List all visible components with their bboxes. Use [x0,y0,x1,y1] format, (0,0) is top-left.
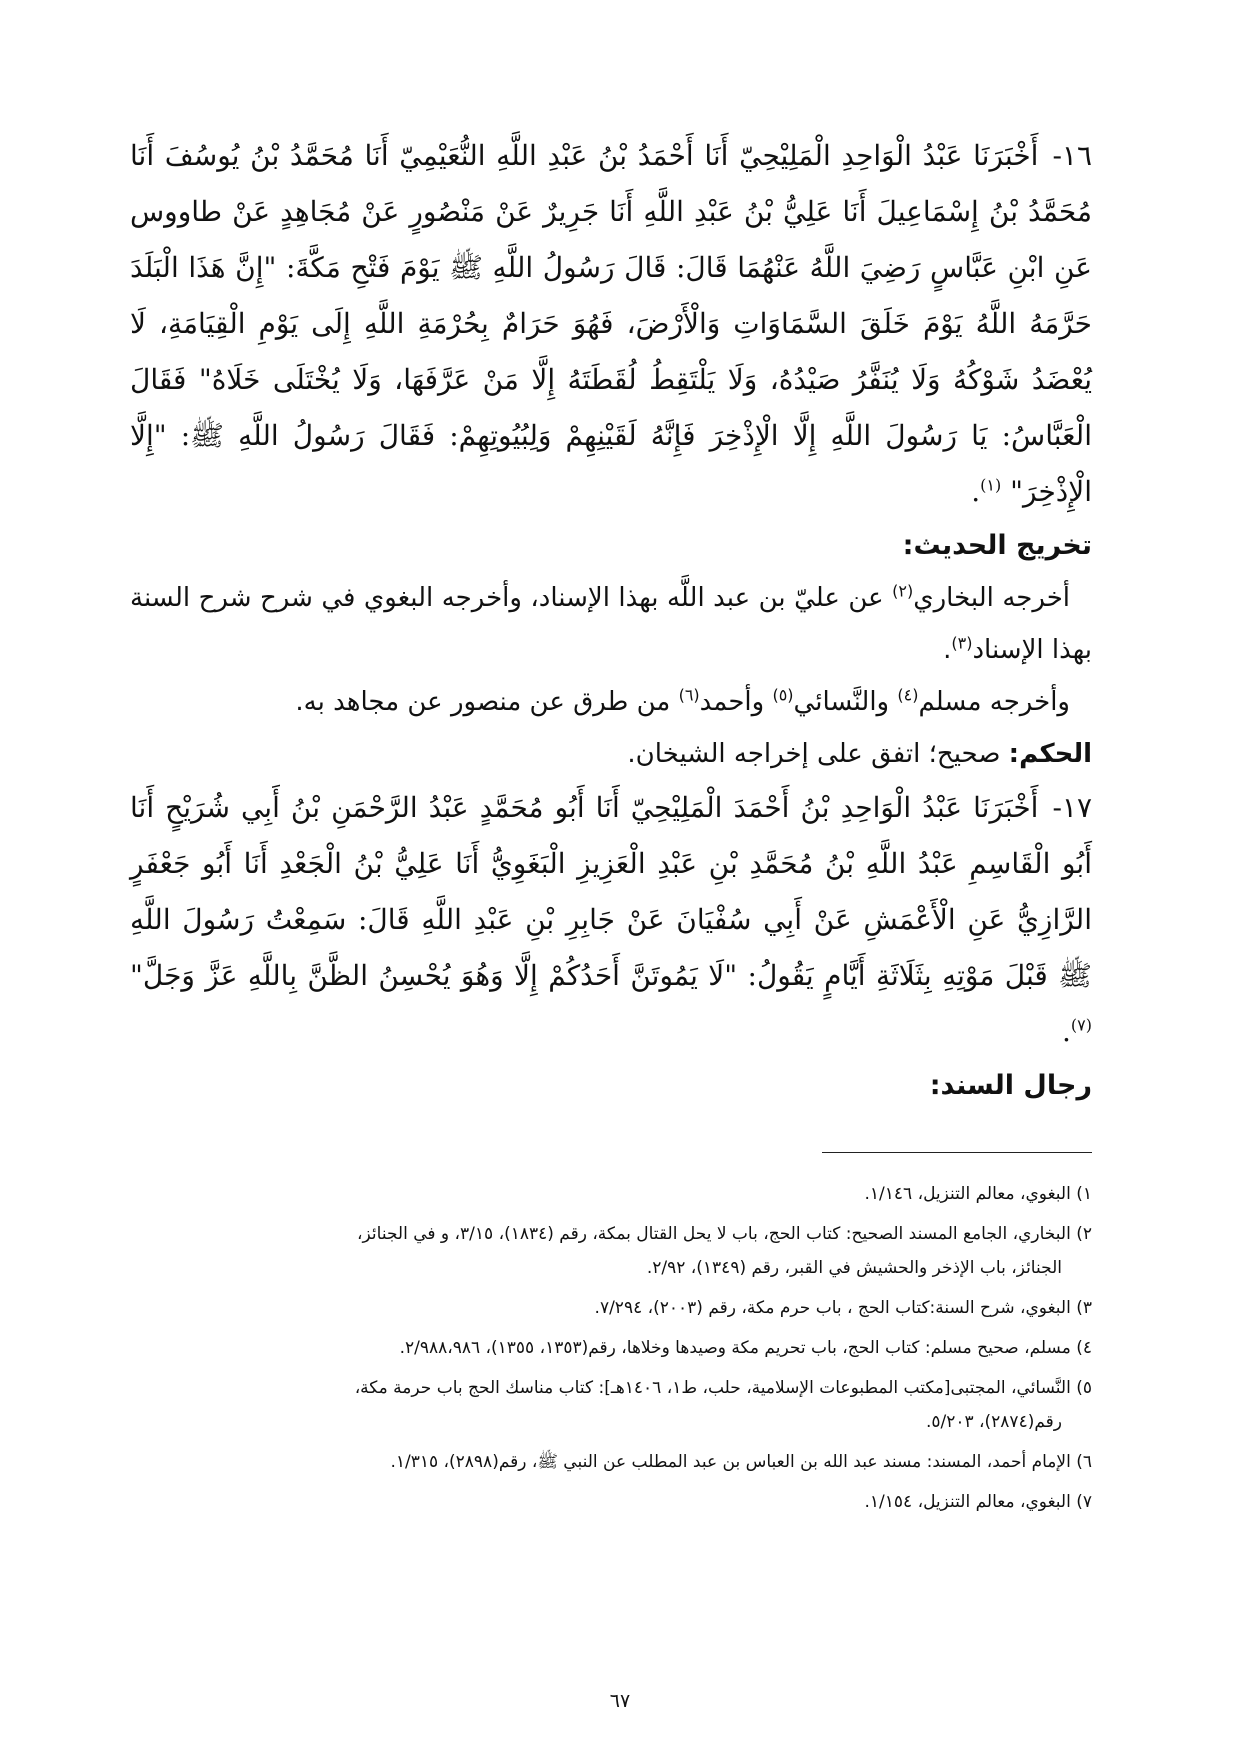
takhrij-text: . [943,635,952,665]
ruling-paragraph [130,728,1092,780]
footnote-text: البخاري، الجامع المسند الصحيح: كتاب الحج، باب لا يحل القتال بمكة، رقم (١٨٣٤)، ٣/١٥، و في الجنائز، [357,1224,1071,1244]
footnote-text: الإمام أحمد، المسند: مسند عبد الله بن العباس بن عبد المطلب عن النبي ﷺ، رقم(٢٨٩٨)، ١/٣١٥. [390,1452,1071,1472]
footnote-separator [822,1152,1092,1153]
takhrij-text: وأخرجه مسلم [918,687,1070,717]
footnote-ref[interactable]: (٣) [951,633,973,653]
footnote-ref[interactable]: (٦) [678,685,700,705]
footnote-ref[interactable]: (٥) [772,685,794,705]
footnote-number: ٦) [1076,1452,1092,1472]
footnote-2 [130,1217,1092,1285]
footnote-ref[interactable]: (٤) [897,685,919,705]
footnote-3 [130,1291,1092,1325]
footnote-text-continued: الجنائز، باب الإذخر والحشيش في القبر، رقم (١٣٤٩)، ٢/٩٢. [646,1258,1062,1278]
ruling-label: الحكم: [1008,739,1092,769]
ruling-text: صحيح؛ اتفق على إخراجه الشيخان. [627,739,1009,769]
main-text [130,128,1110,1112]
hadith-number: ١٦- [1052,139,1092,172]
footnote-ref[interactable]: (٧) [1070,1015,1092,1035]
footnote-number: ٢) [1076,1224,1092,1244]
footnote-text: البغوي، معالم التنزيل، ١/١٤٦. [864,1184,1071,1204]
footnote-5 [130,1371,1092,1439]
takhrij-text: أخرجه البخاري [913,583,1070,613]
page-content [130,128,1110,1525]
hadith-number: ١٧- [1052,791,1092,824]
hadith-text: أَخْبَرَنَا عَبْدُ الْوَاحِدِ الْمَلِيْحِيّ أَنَا أَحْمَدُ بْنُ عَبْدِ اللَّهِ النُّعَيْمِيّ أَنَا مُحَمَّدُ بْنُ يُوسُفَ أَنَا مُحَمَّدُ بْنُ إِسْمَاعِيلَ أَنَا عَلِيُّ بْنُ عَبْدِ اللَّهِ أَنَا جَرِيرٌ عَنْ مَنْصُورٍ عَنْ مُجَاهِدٍ عَنْ طاووس عَنِ ابْنِ عَبَّاسٍ رَضِيَ اللَّهُ عَنْهُمَا قَالَ: قَالَ رَسُولُ اللَّهِ ﷺ يَوْمَ فَتْحِ مَكَّةَ: "إِنَّ هَذَا الْبَلَدَ حَرَّمَهُ اللَّهُ يَوْمَ خَلَقَ السَّمَاوَاتِ وَالْأَرْضَ، فَهُوَ حَرَامٌ بِحُرْمَةِ اللَّهِ إِلَى يَوْمِ الْقِيَامَةِ، لَا يُعْضَدُ شَوْكُهُ وَلَا يُنَفَّرُ صَيْدُهُ، وَلَا يَلْتَقِطُ لُقَطَتَهُ إِلَّا مَنْ عَرَّفَهَا، وَلَا يُخْتَلَى خَلَاهُ" فَقَالَ الْعَبَّاسُ: يَا رَسُولَ اللَّهِ إِلَّا الْإِذْخِرَ فَإِنَّهُ لَقَيْنِهِمْ وَلِبُيُوتِهِمْ: فَقَالَ رَسُولُ اللَّهِ ﷺ: "إِلَّا الْإِذْخِرَ" [130,139,1092,508]
rijal-heading: رجال السند: [929,1070,1092,1101]
footnote-text: البغوي، معالم التنزيل، ١/١٥٤. [864,1492,1071,1512]
page-number: ٦٧ [609,1690,631,1712]
footnote-text: النَّسائي، المجتبى[مكتب المطبوعات الإسلامية، حلب، ط١، ١٤٠٦هـ]: كتاب مناسك الحج باب حرمة مكة، [354,1378,1071,1398]
footnote-ref[interactable]: (١) [980,475,1002,495]
footnote-4 [130,1331,1092,1365]
takhrij-text: من طرق عن منصور عن مجاهد به. [295,687,679,717]
footnote-number: ٤) [1076,1338,1092,1358]
hadith-16: ١٦-أَخْبَرَنَا عَبْدُ الْوَاحِدِ الْمَلِيْحِيّ أَنَا أَحْمَدُ بْنُ عَبْدِ اللَّهِ النُّعَيْمِيّ أَنَا مُحَمَّدُ بْنُ يُوسُفَ أَنَا مُحَمَّدُ بْنُ إِسْمَاعِيلَ أَنَا عَلِيُّ بْنُ عَبْدِ اللَّهِ أَنَا جَرِيرٌ عَنْ مَنْصُورٍ عَنْ مُجَاهِدٍ عَنْ طاووس عَنِ ابْنِ عَبَّاسٍ رَضِيَ اللَّهُ عَنْهُمَا قَالَ: قَالَ رَسُولُ اللَّهِ ﷺ يَوْمَ فَتْحِ مَكَّةَ: "إِنَّ هَذَا الْبَلَدَ حَرَّمَهُ اللَّهُ يَوْمَ خَلَقَ السَّمَاوَاتِ وَالْأَرْضَ، فَهُوَ حَرَامٌ بِحُرْمَةِ اللَّهِ إِلَى يَوْمِ الْقِيَامَةِ، لَا يُعْضَدُ شَوْكُهُ وَلَا يُنَفَّرُ صَيْدُهُ، وَلَا يَلْتَقِطُ لُقَطَتَهُ إِلَّا مَنْ عَرَّفَهَا، وَلَا يُخْتَلَى خَلَاهُ" فَقَالَ الْعَبَّاسُ: يَا رَسُولَ اللَّهِ إِلَّا الْإِذْخِرَ فَإِنَّهُ لَقَيْنِهِمْ وَلِبُيُوتِهِمْ: فَقَالَ رَسُولُ اللَّهِ ﷺ: "إِلَّا الْإِذْخِرَ" $^{(١)}$. [130,139,1092,508]
footnote-ref[interactable]: (٢) [892,581,914,601]
footnote-text: البغوي، شرح السنة:كتاب الحج ، باب حرم مكة، رقم (٢٠٠٣)، ٧/٢٩٤. [594,1298,1071,1318]
footnote-number: ١) [1076,1184,1092,1204]
footnote-number: ٣) [1076,1298,1092,1318]
footnote-6 [130,1445,1092,1479]
footnotes [130,1177,1110,1519]
footnote-number: ٧) [1076,1492,1092,1512]
takhrij-heading: تخريج الحديث: [902,530,1092,561]
footnote-text-continued: رقم(٢٨٧٤)، ٥/٢٠٣. [925,1412,1062,1432]
takhrij-text: عن عليّ بن عبد اللَّه بهذا الإسناد، وأخرجه البغوي في شرح شرح السنة بهذا الإسناد [130,583,1092,665]
takhrij-text: والنَّسائي [793,687,898,717]
takhrij-paragraph-2 [130,676,1092,728]
footnote-7 [130,1485,1092,1519]
takhrij-text: وأحمد [699,687,773,717]
footnote-number: ٥) [1076,1378,1092,1398]
footnote-text: مسلم، صحيح مسلم: كتاب الحج، باب تحريم مكة وصيدها وخلاها، رقم(١٣٥٣، ١٣٥٥)، ٢/٩٨٨،٩٨٦. [399,1338,1071,1358]
hadith-17: ١٧-أَخْبَرَنَا عَبْدُ الْوَاحِدِ بْنُ أَحْمَدَ الْمَلِيْحِيّ أَنَا أَبُو مُحَمَّدٍ عَبْدُ الرَّحْمَنِ بْنُ أَبِي شُرَيْحٍ أَنَا أَبُو الْقَاسِمِ عَبْدُ اللَّهِ بْنُ مُحَمَّدِ بْنِ عَبْدِ الْعَزِيزِ الْبَغَوِيُّ أَنَا عَلِيُّ بْنُ الْجَعْدِ أَنَا أَبُو جَعْفَرٍ الرَّازِيُّ عَنِ الْأَعْمَشِ عَنْ أَبِي سُفْيَانَ عَنْ جَابِرِ بْنِ عَبْدِ اللَّهِ قَالَ: سَمِعْتُ رَسُولَ اللَّهِ ﷺ قَبْلَ مَوْتِهِ بِثَلَاثَةِ أَيَّامٍ يَقُولُ: "لَا يَمُوتَنَّ أَحَدُكُمْ إِلَّا وَهُوَ يُحْسِنُ الظَّنَّ بِاللَّهِ عَزَّ وَجَلَّ"$^{(٧)}$. [130,791,1092,1048]
hadith-text: أَخْبَرَنَا عَبْدُ الْوَاحِدِ بْنُ أَحْمَدَ الْمَلِيْحِيّ أَنَا أَبُو مُحَمَّدٍ عَبْدُ الرَّحْمَنِ بْنُ أَبِي شُرَيْحٍ أَنَا أَبُو الْقَاسِمِ عَبْدُ اللَّهِ بْنُ مُحَمَّدِ بْنِ عَبْدِ الْعَزِيزِ الْبَغَوِيُّ أَنَا عَلِيُّ بْنُ الْجَعْدِ أَنَا أَبُو جَعْفَرٍ الرَّازِيُّ عَنِ الْأَعْمَشِ عَنْ أَبِي سُفْيَانَ عَنْ جَابِرِ بْنِ عَبْدِ اللَّهِ قَالَ: سَمِعْتُ رَسُولَ اللَّهِ ﷺ قَبْلَ مَوْتِهِ بِثَلَاثَةِ أَيَّامٍ يَقُولُ: "لَا يَمُوتَنَّ أَحَدُكُمْ إِلَّا وَهُوَ يُحْسِنُ الظَّنَّ بِاللَّهِ عَزَّ وَجَلَّ" [130,791,1092,992]
takhrij-paragraph-1 [130,572,1092,676]
footnote-1 [130,1177,1092,1211]
